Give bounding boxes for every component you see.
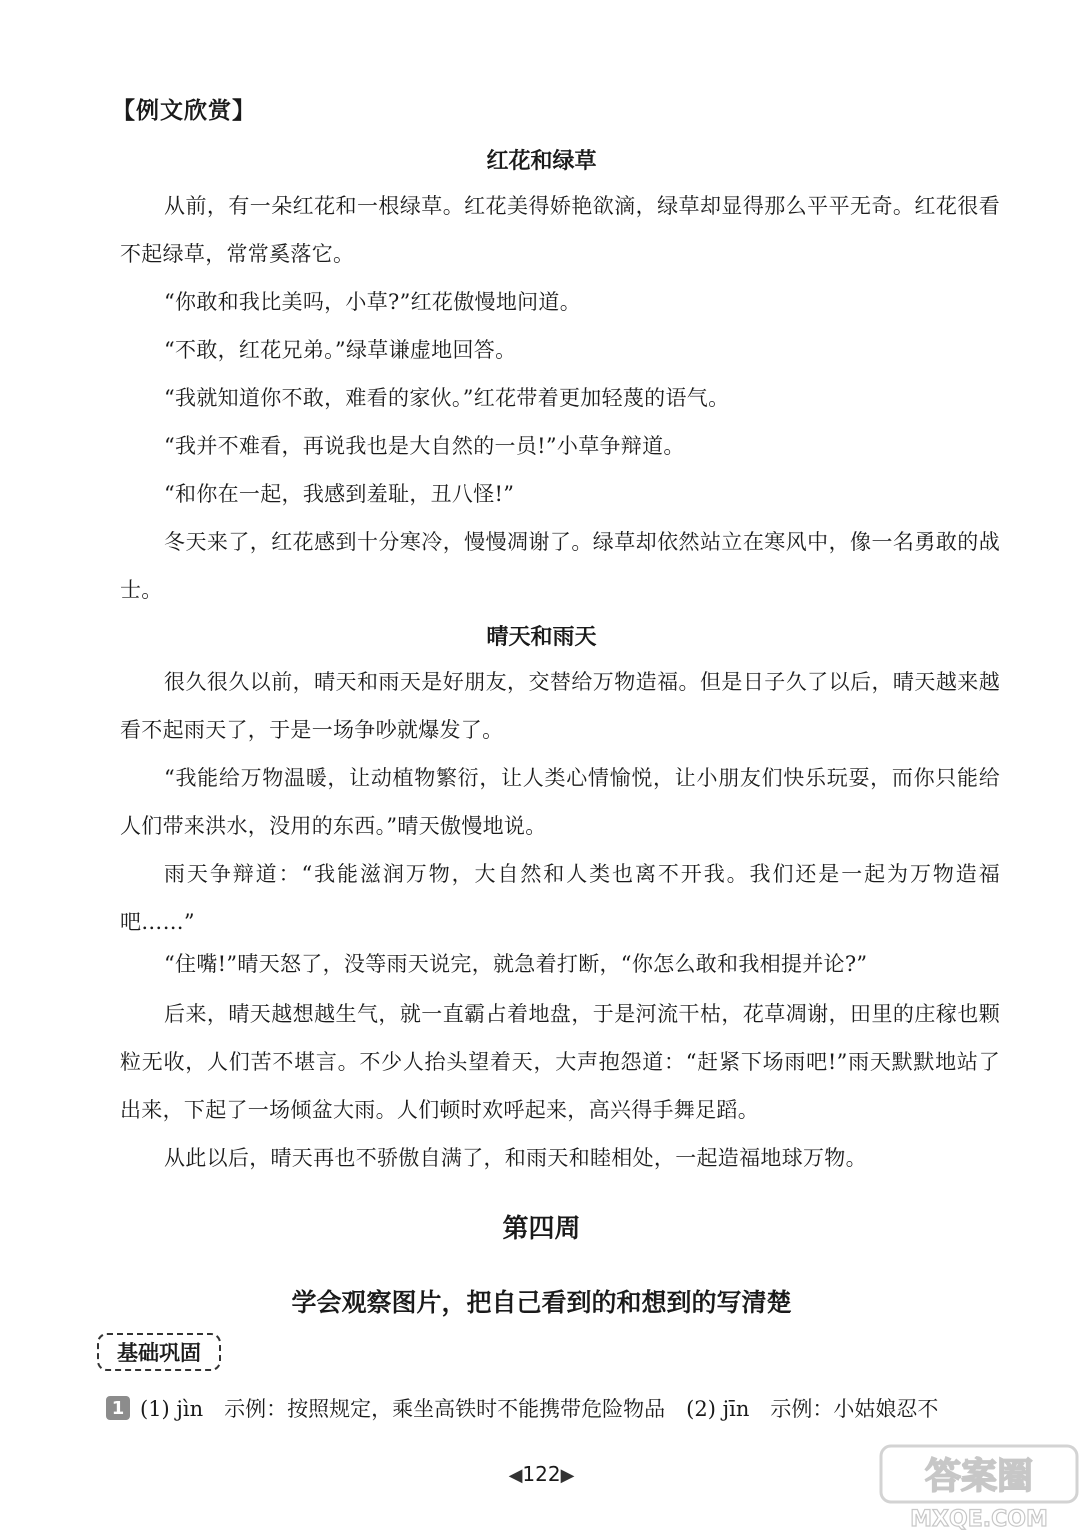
story-paragraph: “你敢和我比美吗，小草?”红花傲慢地问道。 [164, 290, 582, 314]
story-paragraph: “和你在一起，我感到羞耻，丑八怪!” [164, 482, 515, 506]
story-paragraph: “住嘴!”晴天怒了，没等雨天说完，就急着打断，“你怎么敢和我相提并论?” [164, 952, 868, 976]
lesson-title: 学会观察图片，把自己看到的和想到的写清楚 [291, 1288, 792, 1317]
story-paragraph: 从前，有一朵红花和一根绿草。红花美得娇艳欲滴，绿草却显得那么平平无奇。红花很看不起绿草，常常奚落它。 [120, 194, 1000, 266]
watermark-logo [879, 1442, 1079, 1532]
story-paragraph: 冬天来了，红花感到十分寒冷，慢慢凋谢了。绿草却依然站立在寒风中，像一名勇敢的战士。 [120, 530, 1000, 602]
watermark-url: MXQE.COM [910, 1507, 1048, 1532]
story-paragraph: 雨天争辩道：“我能滋润万物，大自然和人类也离不开我。我们还是一起为万物造福吧……” [120, 862, 1000, 934]
question-number-badge: 1 [106, 1396, 130, 1420]
story-title: 红花和绿草 [486, 149, 597, 174]
story-paragraph: “我就知道你不敢，难看的家伙。”红花带着更加轻蔑的语气。 [164, 386, 730, 410]
story-paragraph: 从此以后，晴天再也不骄傲自满了，和雨天和睦相处，一起造福地球万物。 [164, 1146, 867, 1170]
story-paragraph: “我并不难看，再说我也是大自然的一员!”小草争辩道。 [164, 434, 685, 458]
answer-line [106, 1393, 1006, 1423]
story-paragraph: “我能给万物温暖，让动植物繁衍，让人类心情愉悦，让小朋友们快乐玩耍，而你只能给人们带来洪水，没用的东西。”晴天傲慢地说。 [120, 766, 1000, 838]
story-paragraph: 后来，晴天越想越生气，就一直霸占着地盘，于是河流干枯，花草凋谢，田里的庄稼也颗粒无收，人们苦不堪言。不少人抬头望着天，大声抱怨道：“赶紧下场雨吧!”雨天默默地站了出来，下起了一场倾盆大雨。人们顿时欢呼起来，高兴得手舞足蹈。 [120, 1002, 1000, 1122]
watermark-text: 答案圈 [924, 1456, 1034, 1497]
week-title: 第四周 [502, 1214, 581, 1244]
basic-practice-badge: 基础巩固 [97, 1333, 221, 1371]
arrow-left-icon: ◀ [508, 1465, 523, 1486]
story-paragraph: 很久很久以前，晴天和雨天是好朋友，交替给万物造福。但是日子久了以后，晴天越来越看不起雨天了，于是一场争吵就爆发了。 [120, 670, 1000, 742]
arrow-right-icon: ▶ [560, 1465, 575, 1486]
section-tag: 【例文欣赏】 [112, 98, 256, 124]
page-number-value: 122 [522, 1462, 561, 1486]
story-paragraph: “不敢，红花兄弟。”绿草谦虚地回答。 [164, 338, 517, 362]
answer-text: (1) jìn 示例：按照规定，乘坐高铁时不能携带危险物品 (2) jīn 示例：小姑娘忍不 [140, 1397, 939, 1421]
story-title: 晴天和雨天 [486, 625, 597, 650]
